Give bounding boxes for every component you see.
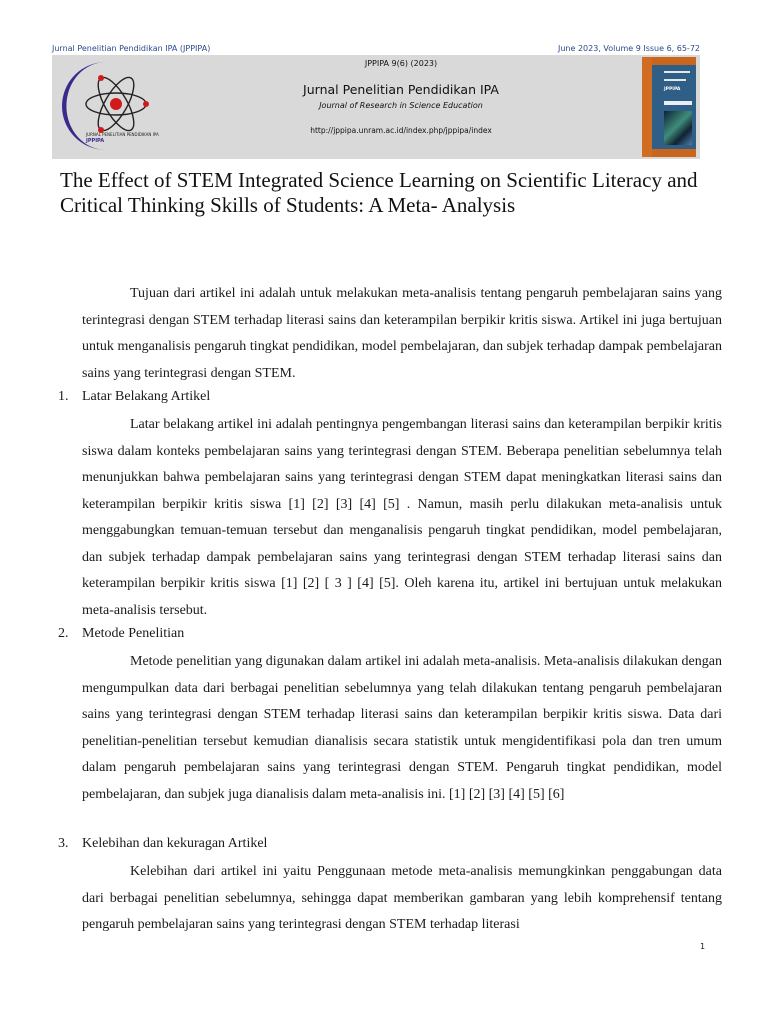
journal-english-name: Journal of Research in Science Education — [319, 101, 483, 110]
section-number: 1. — [58, 389, 69, 404]
journal-name: Jurnal Penelitian Pendidikan IPA — [303, 82, 499, 97]
section-heading-2 — [58, 624, 184, 644]
journal-logo — [60, 58, 160, 156]
page-number: 1 — [700, 942, 706, 951]
journal-url[interactable]: http://jppipa.unram.ac.id/index.php/jppipa/index — [310, 126, 492, 135]
section-heading-3 — [58, 834, 267, 854]
section-title: Latar Belakang Artikel — [82, 389, 211, 404]
logo-text: JURNAL PENELITIAN PENDIDIKAN IPA — [86, 132, 159, 137]
journal-running-title: Jurnal Penelitian Pendidikan IPA (JPPIPA) — [52, 44, 211, 53]
section-paragraph-1: Latar belakang artikel ini adalah pentingnya pengembangan literasi sains dan keterampilan berpikir kritis siswa dalam konteks pembelajaran sains yang terintegrasi dengan STEM. Beberapa penelitian sebelumnya telah menunjukkan bahwa pembelajaran sains yang terintegrasi dengan STEM dapat meningkatkan literasi sains dan keterampilan berpikir kritis siswa [1] [2] [3] [4] [5] . Namun, masih perlu dilakukan meta-analisis untuk menggabungkan temuan-temuan tersebut dan menganalisis pengaruh tingkat pendidikan, model pembelajaran, dan subjek terhadap dampak pembelajaran sains yang terintegrasi dengan STEM terhadap literasi sains dan keterampilan berpikir kritis siswa [1] [2] [ 3 ] [4] [5]. Oleh karena itu, artikel ini bertujuan untuk melakukan meta-analisis tersebut. — [82, 417, 722, 618]
intro-paragraph: Tujuan dari artikel ini adalah untuk melakukan meta-analisis tentang pengaruh pembelajaran sains yang terintegrasi dengan STEM terhadap literasi sains dan keterampilan berpikir kritis siswa. Artikel ini juga bertujuan untuk menganalisis pengaruh tingkat pendidikan, model pembelajaran, dan subjek terhadap dampak pembelajaran sains yang terintegrasi dengan STEM. — [82, 286, 722, 381]
article-title: The Effect of STEM Integrated Science Learning on Scientific Literacy and Critical Thinking Skills of Students: A Meta- Analysis — [60, 168, 698, 217]
section-paragraph-2: Metode penelitian yang digunakan dalam artikel ini adalah meta-analisis. Meta-analisis dilakukan dengan mengumpulkan data dari berbagai penelitian sebelumnya yang telah dilakukan tentang pengaruh pembelajaran sains yang terintegrasi dengan STEM terhadap literasi sains dan keterampilan berpikir kritis siswa. Data dari penelitian-penelitian tersebut kemudian dianalisis secara statistik untuk mengidentifikasi pola dan tren umum dalam pengaruh pembelajaran sains yang terintegrasi dengan STEM. Pengaruh tingkat pendidikan, model pembelajaran, dan subjek juga dianalisis dalam meta-analisis ini. [1] [2] [3] [4] [5] [6] — [82, 654, 722, 802]
section-paragraph-3: Kelebihan dari artikel ini yaitu Penggunaan metode meta-analisis memungkinkan penggabungan data dari berbagai penelitian sebelumnya, sehingga dapat memberikan gambaran yang lebih komprehensif tentang pengaruh pembelajaran sains yang terintegrasi dengan STEM terhadap literasi — [82, 864, 722, 932]
issue-info: June 2023, Volume 9 Issue 6, 65-72 — [558, 44, 700, 53]
journal-code: JPPIPA 9(6) (2023) — [364, 59, 438, 68]
section-title: Kelebihan dan kekuragan Artikel — [82, 836, 268, 851]
journal-banner — [52, 55, 700, 159]
section-number: 2. — [58, 626, 69, 641]
journal-info — [172, 55, 630, 135]
journal-cover-image — [642, 57, 696, 157]
cover-label: JPPIPA — [664, 87, 681, 92]
section-number: 3. — [58, 836, 69, 851]
section-heading-1 — [58, 387, 210, 407]
section-title: Metode Penelitian — [82, 626, 185, 641]
logo-acronym: JPPIPA — [86, 138, 105, 144]
